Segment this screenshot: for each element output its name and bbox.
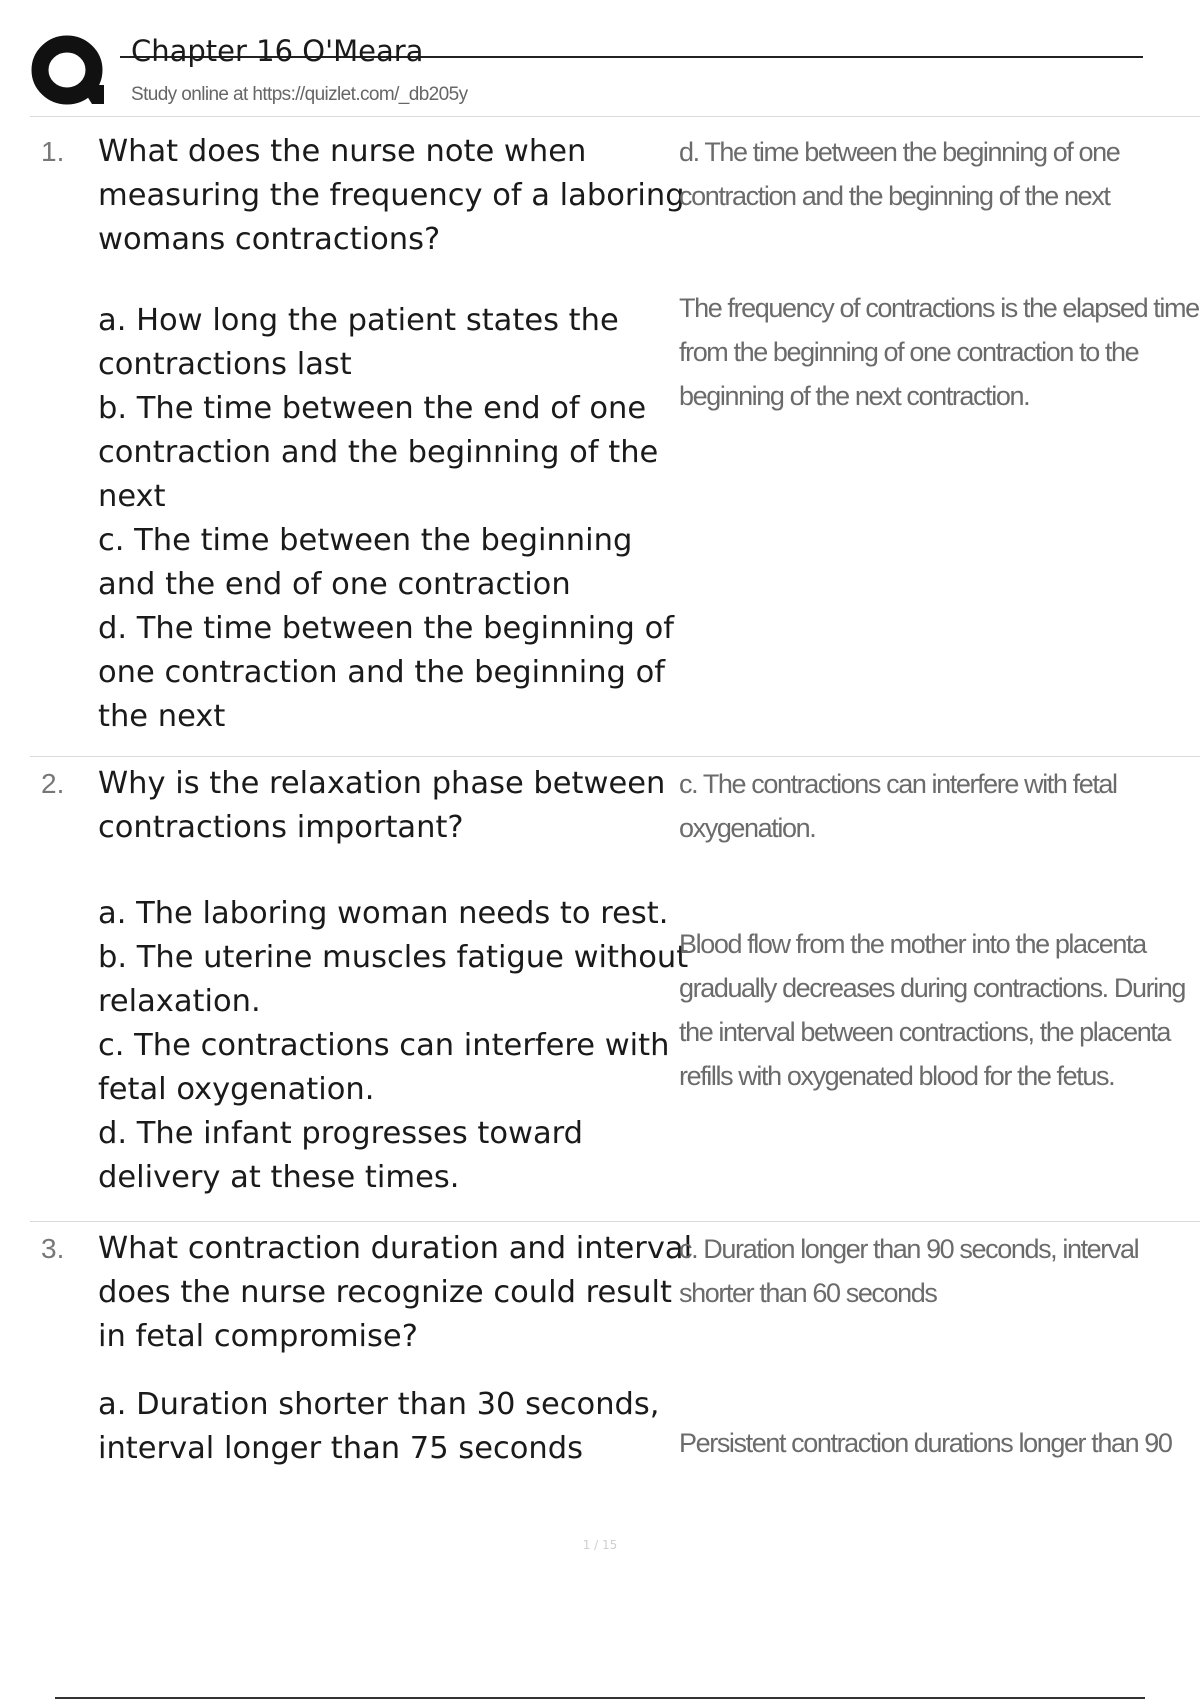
option-d: d. The time between the beginning of one contraction and the beginning of the next bbox=[98, 611, 674, 734]
question-text: What does the nurse note when measuring the frequency of a laboring womans contractions? bbox=[98, 134, 685, 257]
card-divider bbox=[30, 756, 1200, 757]
card-number: 3. bbox=[41, 1233, 65, 1264]
answer-text: d. The time between the beginning of one contraction and the beginning of the next bbox=[679, 137, 1120, 211]
quizlet-logo-icon bbox=[30, 30, 112, 112]
question-block bbox=[98, 130, 698, 739]
option-a: a. How long the patient states the contractions last bbox=[98, 303, 619, 382]
option-a: a. Duration shorter than 30 seconds, interval longer than 75 seconds bbox=[98, 1387, 660, 1466]
explanation-text: The frequency of contractions is the elapsed time from the beginning of one contraction to the beginning of the next contraction. bbox=[679, 293, 1199, 411]
explanation-text: Blood flow from the mother into the placenta gradually decreases during contractions. During the interval between contractions, the placenta refills with oxygenated blood for the fetus. bbox=[679, 929, 1186, 1091]
page-number: 1 / 15 bbox=[582, 1538, 618, 1552]
option-d: d. The infant progresses toward delivery at these times. bbox=[98, 1116, 584, 1195]
question-text: What contraction duration and interval does the nurse recognize could result in fetal compromise? bbox=[98, 1231, 693, 1354]
question-text: Why is the relaxation phase between contractions important? bbox=[98, 766, 666, 845]
document-subtitle: Study online at https://quizlet.com/_db205y bbox=[131, 84, 468, 105]
page-header bbox=[0, 0, 1200, 118]
option-b: b. The time between the end of one contraction and the beginning of the next bbox=[98, 391, 659, 514]
flashcard-2 bbox=[30, 758, 1200, 1222]
header-divider bbox=[30, 116, 1200, 117]
option-a: a. The laboring woman needs to rest. bbox=[98, 896, 669, 931]
option-c: c. The time between the beginning and the end of one contraction bbox=[98, 523, 633, 602]
card-number: 2. bbox=[41, 768, 65, 799]
question-block bbox=[98, 1227, 698, 1471]
card-number: 1. bbox=[41, 136, 65, 167]
document-title: Chapter 16 O'Meara bbox=[131, 34, 424, 68]
explanation-text: Persistent contraction durations longer than 90 bbox=[679, 1428, 1172, 1458]
flashcard-3 bbox=[30, 1223, 1200, 1523]
question-block bbox=[98, 762, 698, 1200]
card-divider bbox=[30, 1221, 1200, 1222]
answer-text: c. The contractions can interfere with fetal oxygenation. bbox=[679, 769, 1117, 843]
flashcard-1 bbox=[30, 126, 1200, 757]
footer-rule bbox=[55, 1697, 1145, 1699]
option-b: b. The uterine muscles fatigue without relaxation. bbox=[98, 940, 689, 1019]
answer-text: c. Duration longer than 90 seconds, interval shorter than 60 seconds bbox=[679, 1234, 1139, 1308]
option-c: c. The contractions can interfere with fetal oxygenation. bbox=[98, 1028, 670, 1107]
